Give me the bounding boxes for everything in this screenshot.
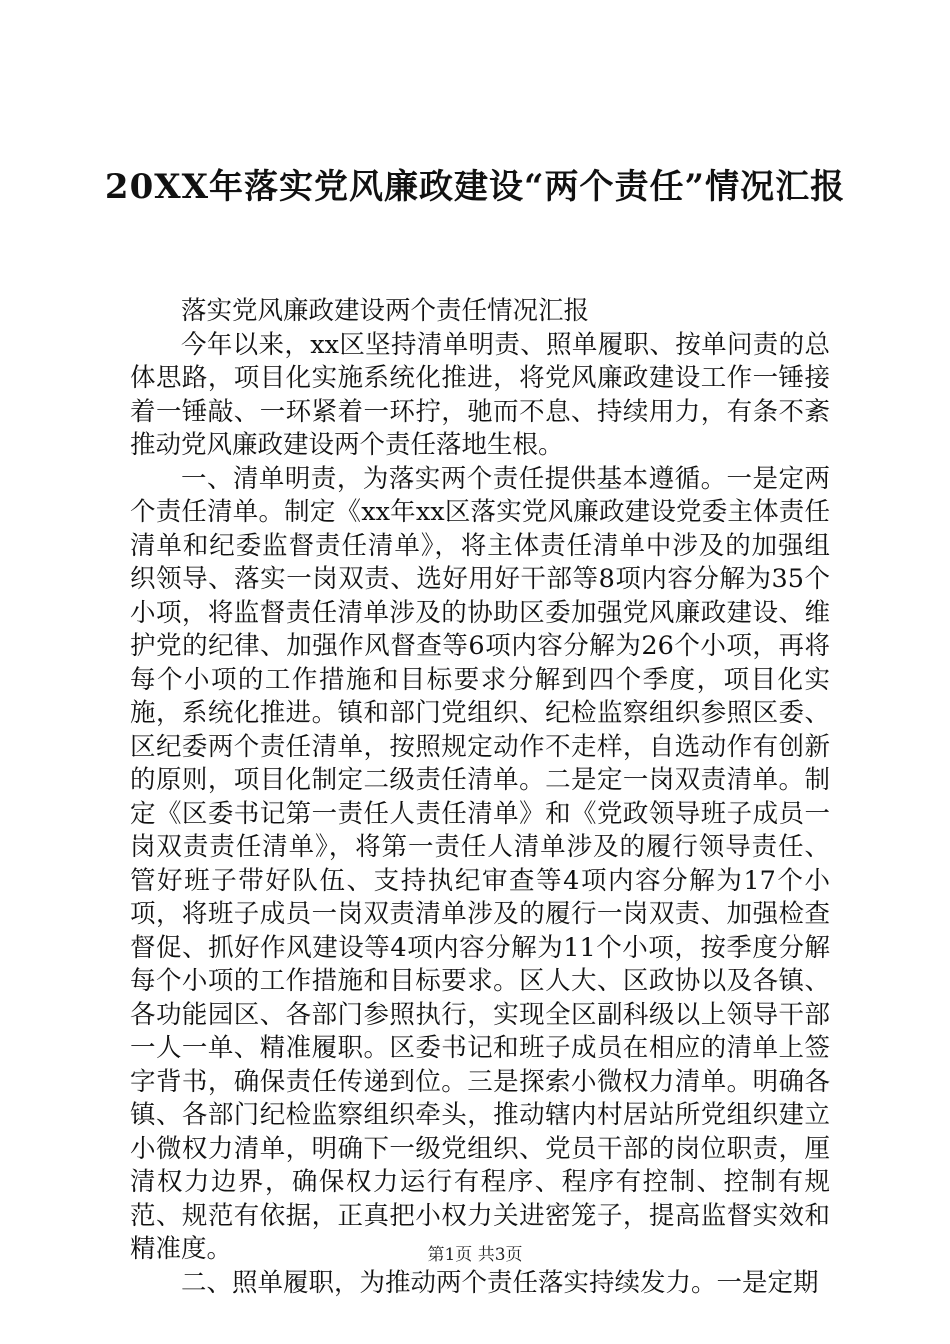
page-title: 20XX年落实党风廉政建设“两个责任”情况汇报	[104, 167, 846, 207]
body-paragraph: 今年以来，xx区坚持清单明责、照单履职、按单问责的总体思路，项目化实施系统化推进，将党风廉政建设工作一锤接着一锤敲、一环紧着一环拧，驰而不息、持续用力，有条不紊推动党风廉政建设两个责任落地生根。	[130, 329, 830, 460]
body-paragraph: 一、清单明责，为落实两个责任提供基本遵循。一是定两个责任清单。制定《xx年xx区落实党风廉政建设党委主体责任清单和纪委监督责任清单》，将主体责任清单中涉及的加强组织领导、落实一岗双责、选好用好干部等8项内容分解为35个小项，将监督责任清单涉及的协助区委加强党风廉政建设、维护党的纪律、加强作风督查等6项内容分解为26个小项，再将每个小项的工作措施和目标要求分解到四个季度，项目化实施，系统化推进。镇和部门党组织、纪检监察组织参照区委、区纪委两个责任清单，按照规定动作不走样，自选动作有创新的原则，项目化制定二级责任清单。二是定一岗双责清单。制定《区委书记第一责任人责任清单》和《党政领导班子成员一岗双责责任清单》，将第一责任人清单涉及的履行领导责任、管好班子带好队伍、支持执纪审查等4项内容分解为17个小项，将班子成员一岗双责清单涉及的履行一岗双责、加强检查督促、抓好作风建设等4项内容分解为11个小项，按季度分解每个小项的工作措施和目标要求。区人大、区政协以及各镇、各功能园区、各部门参照执行，实现全区副科级以上领导干部一人一单、精准履职。区委书记和班子成员在相应的清单上签字背书，确保责任传递到位。三是探索小微权力清单。明确各镇、各部门纪检监察组织牵头，推动辖内村居站所党组织建立小微权力清单，明确下一级党组织、党员干部的岗位职责，厘清权力边界，确保权力运行有程序、程序有控制、控制有规范、规范有依据，正真把小权力关进密笼子，提高监督实效和精准度。	[130, 463, 830, 1264]
subtitle-paragraph: 落实党风廉政建设两个责任情况汇报	[181, 296, 590, 326]
document-body	[130, 295, 830, 1300]
body-paragraph: 二、照单履职，为推动两个责任落实持续发力。一是定期	[181, 1267, 819, 1298]
page-number-footer: 第1页 共3页	[427, 1245, 523, 1265]
